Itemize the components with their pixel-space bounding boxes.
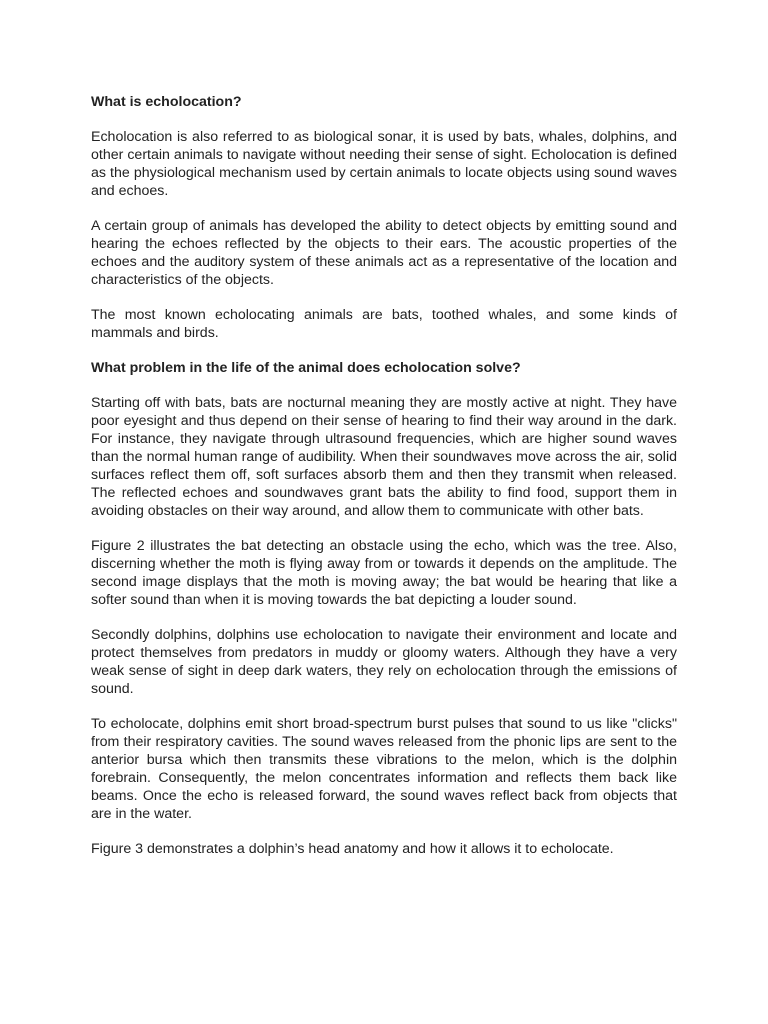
paragraph-detection: A certain group of animals has developed the ability to detect objects by emitting sound and hearing the echoes reflected by the objects to their ears. The acoustic properties of the echoes and the auditory system of these animals act as a representative of the location and characteristics of the objects.: [91, 218, 677, 288]
paragraph-figure-2: Figure 2 illustrates the bat detecting an obstacle using the echo, which was the tree. Also, discerning whether the moth is flying away from or towards it depends on the amplitude. The second image displays that the moth is moving away; the bat would be hearing that like a softer sound than when it is moving towards the bat depicting a louder sound.: [91, 538, 677, 608]
paragraph-dolphin-clicks: To echolocate, dolphins emit short broad-spectrum burst pulses that sound to us like "clicks" from their respiratory cavities. The sound waves released from the phonic lips are sent to the anterior bursa which then transmits these vibrations to the melon, which is the dolphin forebrain. Consequently, the melon concentrates information and reflects them back like beams. Once the echo is released forward, the sound waves reflect back from objects that are in the water.: [91, 716, 677, 822]
heading-what-problem: What problem in the life of the animal does echolocation solve?: [91, 360, 521, 376]
paragraph-figure-3: Figure 3 demonstrates a dolphin’s head anatomy and how it allows it to echolocate.: [91, 841, 614, 857]
heading-what-is-echolocation: What is echolocation?: [91, 94, 242, 110]
paragraph-known-animals: The most known echolocating animals are bats, toothed whales, and some kinds of mammals and birds.: [91, 307, 677, 341]
paragraph-definition: Echolocation is also referred to as biological sonar, it is used by bats, whales, dolphins, and other certain animals to navigate without needing their sense of sight. Echolocation is defined as the physiological mechanism used by certain animals to locate objects using sound waves and echoes.: [91, 129, 677, 199]
paragraph-dolphins: Secondly dolphins, dolphins use echolocation to navigate their environment and locate and protect themselves from predators in muddy or gloomy waters. Although they have a very weak sense of sight in deep dark waters, they rely on echolocation through the emissions of sound.: [91, 627, 677, 697]
paragraph-bats: Starting off with bats, bats are nocturnal meaning they are mostly active at night. They have poor eyesight and thus depend on their sense of hearing to find their way around in the dark. For instance, they navigate through ultrasound frequencies, which are higher sound waves than the normal human range of audibility. When their soundwaves move across the air, solid surfaces reflect them off, soft surfaces absorb them and then they transmit when released. The reflected echoes and soundwaves grant bats the ability to find food, support them in avoiding obstacles on their way around, and allow them to communicate with other bats.: [91, 395, 677, 519]
document-page: [91, 93, 677, 875]
